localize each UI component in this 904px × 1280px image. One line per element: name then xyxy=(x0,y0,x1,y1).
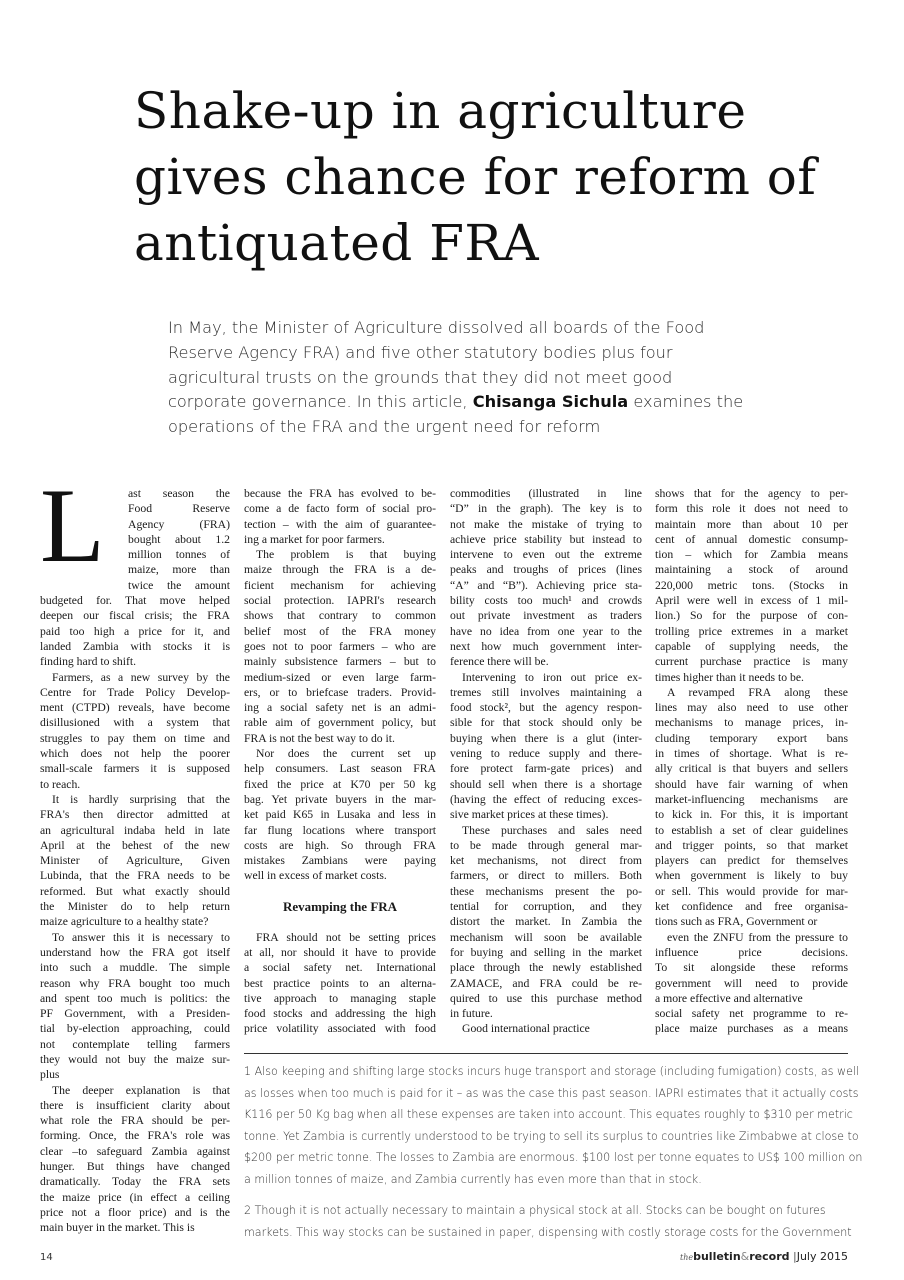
body-line: To sit alongside these reforms xyxy=(655,961,848,975)
body-line: place maize purchases as a means xyxy=(655,1022,848,1036)
body-line: struggles to pay them on time and xyxy=(40,731,230,745)
footnote-line: a million tonnes of maize, and Zambia currently has even more than that in stock. xyxy=(244,1172,702,1186)
body-line: into such a muddle. The simple xyxy=(40,961,230,975)
masthead-the: the xyxy=(679,1253,694,1262)
body-line: social safety net programme to re- xyxy=(655,1007,848,1021)
drop-cap: L xyxy=(40,467,105,584)
body-line: maize, more than xyxy=(128,563,230,577)
body-line: finding hard to shift. xyxy=(40,655,137,669)
issue-date: July 2015 xyxy=(796,1250,848,1263)
body-line: (having the effect of reducing exces- xyxy=(450,792,642,806)
body-line: April were well in excess of 1 mil- xyxy=(655,594,848,608)
body-line: ment (CTPD) reveals, have become xyxy=(40,701,230,715)
body-line: mechanism will soon be available xyxy=(450,930,642,944)
body-line: deepen our fiscal crisis; the FRA xyxy=(40,609,230,623)
body-line: PF Government, with a Presiden- xyxy=(40,1007,230,1021)
standfirst-line: operations of the FRA and the urgent need for reform xyxy=(168,417,601,437)
body-line: Food Reserve xyxy=(128,502,230,516)
column-3 xyxy=(450,486,642,1037)
body-line: goes not to poor farmers – who are xyxy=(244,639,436,653)
footnote-line: as losses when too much is paid for it – as was the case this past season. IAPRI estimates that it actually costs xyxy=(244,1086,859,1100)
body-line: FRA is not the best way to do it. xyxy=(244,731,395,745)
body-line: These purchases and sales need xyxy=(462,823,642,837)
body-line: cent of annual domestic consump- xyxy=(655,532,848,546)
footnote-line: $200 per metric tonne. The losses to Zambia are enormous. $100 lost per tonne equates to US$ 100 million on xyxy=(244,1151,863,1164)
body-line: reformed. But what exactly should xyxy=(40,884,230,898)
masthead-separator: | xyxy=(789,1250,797,1263)
body-line: come a de facto form of social pro- xyxy=(244,502,436,516)
section-heading: Revamping the FRA xyxy=(282,899,398,915)
body-line: FRA should not be setting prices xyxy=(256,930,436,944)
body-line: The problem is that buying xyxy=(256,548,436,562)
body-line: farmers, or direct to millers. Both xyxy=(450,869,642,883)
column-1 xyxy=(40,467,230,1236)
body-line: players can predict for themselves xyxy=(655,854,848,868)
body-line: distort the market. In Zambia the xyxy=(450,915,642,929)
body-line: bought about 1.2 xyxy=(128,532,230,546)
body-line: twice the amount xyxy=(128,578,230,592)
body-line: forming. Once, the FRA's role was xyxy=(40,1129,230,1143)
masthead-record: record xyxy=(749,1250,790,1263)
body-line: tion – which for Zambia means xyxy=(655,548,848,562)
body-line: times higher than it needs to be. xyxy=(655,670,804,684)
body-line: tential for corruption, and they xyxy=(450,900,642,914)
footnote-rule xyxy=(244,1053,848,1054)
article-title xyxy=(134,78,817,276)
body-line: ket confidence and free organisa- xyxy=(655,900,848,914)
footnote-line: markets. This way stocks can be sustained in paper, dispensing with costly storage costs for the Government xyxy=(244,1225,852,1239)
body-line: shows that contrary to common xyxy=(244,609,436,623)
body-line: ference there will be. xyxy=(450,655,549,669)
body-line: ing a market for poor farmers. xyxy=(244,532,385,546)
spacer xyxy=(244,914,436,929)
body-line: form this role it does not need to xyxy=(655,502,848,516)
body-line: sible for that stock should only be xyxy=(450,716,642,730)
body-line: out private investment as traders xyxy=(450,609,642,623)
body-line: ing a social safety net is an admi- xyxy=(244,701,436,715)
footnote-1 xyxy=(244,1061,863,1190)
body-line: intervene to even out the extreme xyxy=(450,548,642,562)
body-line: price volatility associated with food xyxy=(244,1022,436,1036)
body-line: food stock², but the agency respon- xyxy=(450,701,642,715)
body-line: understand how the FRA got itself xyxy=(40,945,230,959)
masthead-amp: & xyxy=(740,1250,750,1263)
body-line: bility costs too much¹ and crowds xyxy=(450,594,642,608)
body-line: Minister of Agriculture, Given xyxy=(40,854,230,868)
body-line: an agricultural indaba held in late xyxy=(40,823,230,837)
body-line: fore protect farm-gate prices) and xyxy=(450,762,642,776)
body-line: next how much government inter- xyxy=(450,639,642,653)
body-line: to kick in. For this, it is important xyxy=(655,808,848,822)
body-line: ZAMACE, and FRA could be re- xyxy=(450,976,642,990)
standfirst xyxy=(168,316,744,440)
spacer xyxy=(244,884,436,899)
body-line: commodities (illustrated in line xyxy=(450,487,642,500)
body-line: buying when there is a glut (inter- xyxy=(450,731,642,745)
body-line: to reach. xyxy=(40,777,81,791)
masthead-bulletin: bulletin xyxy=(693,1250,741,1263)
body-line: ast season the xyxy=(128,487,230,500)
body-line: clear –to safeguard Zambia against xyxy=(40,1144,230,1158)
body-line: or sell. This would provide for mar- xyxy=(655,884,848,898)
body-line: costs are high. So through FRA xyxy=(244,838,436,852)
body-line: reason why FRA bought too much xyxy=(40,976,230,990)
standfirst-line xyxy=(168,390,744,415)
body-line: government will need to provide xyxy=(655,976,848,990)
footnote-line: 2 Though it is not actually necessary to maintain a physical stock at all. Stocks can be bought on futures xyxy=(244,1204,826,1217)
standfirst-text: examines the xyxy=(628,392,744,412)
body-line: to be made through general mar- xyxy=(450,838,642,852)
body-line: lines may also need to use other xyxy=(655,701,848,715)
body-line: maintaining a stock of around xyxy=(655,563,848,577)
body-line: hunger. But things have changed xyxy=(40,1160,230,1174)
footnote-line: K116 per 50 Kg bag when all these expenses are taken into account. This equates roughly to $310 per metric xyxy=(244,1108,853,1121)
body-line: It is hardly surprising that the xyxy=(52,792,230,806)
body-line: belief most of the FRA money xyxy=(244,624,436,638)
body-line: the maize price (in effect a ceiling xyxy=(40,1190,230,1204)
body-line: Farmers, as a new survey by the xyxy=(52,670,230,684)
body-line: fixed the price at K70 per 50 kg xyxy=(244,777,436,791)
body-line: tial by-election approaching, could xyxy=(40,1022,230,1036)
body-line: maize through the FRA is a de- xyxy=(244,563,436,577)
body-line: medium-sized or even large farm- xyxy=(244,670,436,684)
body-line: maize agriculture to a healthy state? xyxy=(40,915,209,929)
body-line: peaks and troughs of prices (lines xyxy=(450,563,642,577)
footnote-line: 1 Also keeping and shifting large stocks incurs huge transport and storage (including fumigation) costs, as well xyxy=(244,1065,860,1078)
body-line: small-scale farmers it is supposed xyxy=(40,762,230,776)
body-line: ers, or to briefcase traders. Provid- xyxy=(244,685,436,699)
body-line: dramatically. Today the FRA sets xyxy=(40,1175,230,1189)
body-line: “A” and “B”). Achieving price sta- xyxy=(450,578,642,592)
body-line: not make the mistake of trying to xyxy=(450,517,642,531)
column-2 xyxy=(244,486,436,1037)
body-line: budgeted for. That move helped xyxy=(40,594,230,608)
body-line: ket paid K65 in Lusaka and less in xyxy=(244,808,436,822)
body-line: influence price decisions. xyxy=(655,945,848,959)
body-line: Centre for Trade Policy Develop- xyxy=(40,685,230,699)
body-line: a social safety net. International xyxy=(244,961,436,975)
masthead xyxy=(680,1250,848,1263)
title-line: Shake-up in agriculture xyxy=(134,82,747,140)
body-line: they would not buy the maize sur- xyxy=(40,1052,230,1066)
footnote-2 xyxy=(244,1200,852,1243)
body-line: shows that for the agency to per- xyxy=(655,487,848,500)
body-line: FRA's then director admitted at xyxy=(40,808,230,822)
body-line: current purchase practice is many xyxy=(655,655,848,669)
standfirst-line: agricultural trusts on the grounds that they did not meet good xyxy=(168,367,673,387)
standfirst-text: corporate governance. In this article, xyxy=(168,392,473,412)
body-line: ally critical is that buyers and sellers xyxy=(655,762,848,776)
body-line: landed Zambia with stocks it is xyxy=(40,639,230,653)
body-line: April at the behest of the new xyxy=(40,838,230,852)
body-line: help consumers. Last season FRA xyxy=(244,762,436,776)
body-line: social protection. IAPRI's research xyxy=(244,594,436,608)
body-line: which does not help the poorer xyxy=(40,747,230,761)
body-line: a more effective and alternative xyxy=(655,991,803,1005)
body-line: tection – with the aim of guarantee- xyxy=(244,517,436,531)
body-line: and trigger points, so that market xyxy=(655,838,848,852)
author-name: Chisanga Sichula xyxy=(472,392,629,412)
body-line: tremes still involves maintaining a xyxy=(450,685,642,699)
body-line: mainly subsistence farmers – but to xyxy=(244,655,436,669)
standfirst-line: In May, the Minister of Agriculture dissolved all boards of the Food xyxy=(168,318,705,337)
body-line: cluding temporary export bans xyxy=(655,731,848,745)
body-line: food stocks and addressing the high xyxy=(244,1007,436,1021)
body-line: million tonnes of xyxy=(128,548,230,562)
body-line: lion.) So for the purpose of con- xyxy=(655,609,848,623)
body-line: paid too high a price for it, and xyxy=(40,624,230,638)
body-line: quired to use this purchase method xyxy=(450,991,642,1005)
body-line: at all, nor should it have to provide xyxy=(244,945,436,959)
body-line: sive market prices at these times). xyxy=(450,808,609,822)
body-line: place through the newly established xyxy=(450,961,642,975)
body-line: to establish a set of clear guidelines xyxy=(655,823,848,837)
body-line: disillusioned with a system that xyxy=(40,716,230,730)
body-line: and spent too much is politics: the xyxy=(40,991,230,1005)
body-line: what role the FRA should be per- xyxy=(40,1114,230,1128)
body-line: maintain more than about 10 per xyxy=(655,517,848,531)
body-line: have no idea from one year to the xyxy=(450,624,642,638)
body-line: 220,000 metric tons. (Stocks in xyxy=(655,578,848,592)
body-line: mistakes Zambians were paying xyxy=(244,854,436,868)
body-line: market-influencing mechanisms are xyxy=(655,792,848,806)
column-4 xyxy=(655,486,848,1037)
body-line: for buying and selling in the market xyxy=(450,945,642,959)
body-line: To answer this it is necessary to xyxy=(52,930,230,944)
body-line: tions such as FRA, Government or xyxy=(655,915,818,929)
body-line: Intervening to iron out price ex- xyxy=(462,670,642,684)
body-line: ket mechanisms, not direct from xyxy=(450,854,642,868)
body-line: achieve price stability but instead to xyxy=(450,532,642,546)
standfirst-line: Reserve Agency FRA) and five other statutory bodies plus four xyxy=(168,342,673,362)
body-line: well in excess of market costs. xyxy=(244,869,387,883)
body-line: far flung locations where transport xyxy=(244,823,436,837)
body-line: main buyer in the market. This is xyxy=(40,1221,195,1235)
body-line: when government is likely to buy xyxy=(655,869,848,883)
body-line: these mechanisms present the po- xyxy=(450,884,642,898)
body-line: vening to reduce supply and there- xyxy=(450,747,642,761)
body-line: plus xyxy=(40,1068,60,1082)
body-line: in future. xyxy=(450,1007,493,1021)
body-line: “D” in the graph). The key is to xyxy=(450,502,642,516)
body-line: best practice points to an alterna- xyxy=(244,976,436,990)
body-line: tive approach to managing staple xyxy=(244,991,436,1005)
body-line: mechanisms to manage prices, in- xyxy=(655,716,848,730)
body-line: Lubinda, that the FRA needs to be xyxy=(40,869,230,883)
body-line: should have fair warning of when xyxy=(655,777,848,791)
body-line: A revamped FRA along these xyxy=(667,685,848,699)
body-line: because the FRA has evolved to be- xyxy=(244,487,436,500)
body-line: not contemplate telling farmers xyxy=(40,1037,230,1051)
body-line: Agency (FRA) xyxy=(128,517,230,531)
title-line: antiquated FRA xyxy=(134,214,540,272)
body-line: there is insufficient clarity about xyxy=(40,1098,230,1112)
body-line: rable aim of government policy, but xyxy=(244,716,436,730)
body-line: Nor does the current set up xyxy=(256,747,436,761)
body-line: Good international practice xyxy=(462,1022,590,1036)
body-line: even the ZNFU from the pressure to xyxy=(667,930,848,944)
body-line: trolling price extremes in a market xyxy=(655,624,848,638)
body-line: ficient mechanism for achieving xyxy=(244,578,436,592)
body-line: capable of supplying needs, the xyxy=(655,639,848,653)
body-line: the Minister do to help return xyxy=(40,900,230,914)
body-line: bag. Yet private buyers in the mar- xyxy=(244,792,436,806)
body-line: in times of shortage. What is re- xyxy=(655,747,848,761)
body-line: should sell when there is a shortage xyxy=(450,777,642,791)
body-line: price not a floor price) and is the xyxy=(40,1205,230,1219)
title-line: gives chance for reform of xyxy=(134,148,817,206)
footnote-line: tonne. Yet Zambia is currently understood to be trying to sell its surplus to countries like Zimbabwe at close to xyxy=(244,1129,859,1143)
body-line: The deeper explanation is that xyxy=(52,1083,230,1097)
page-number: 14 xyxy=(40,1252,53,1263)
